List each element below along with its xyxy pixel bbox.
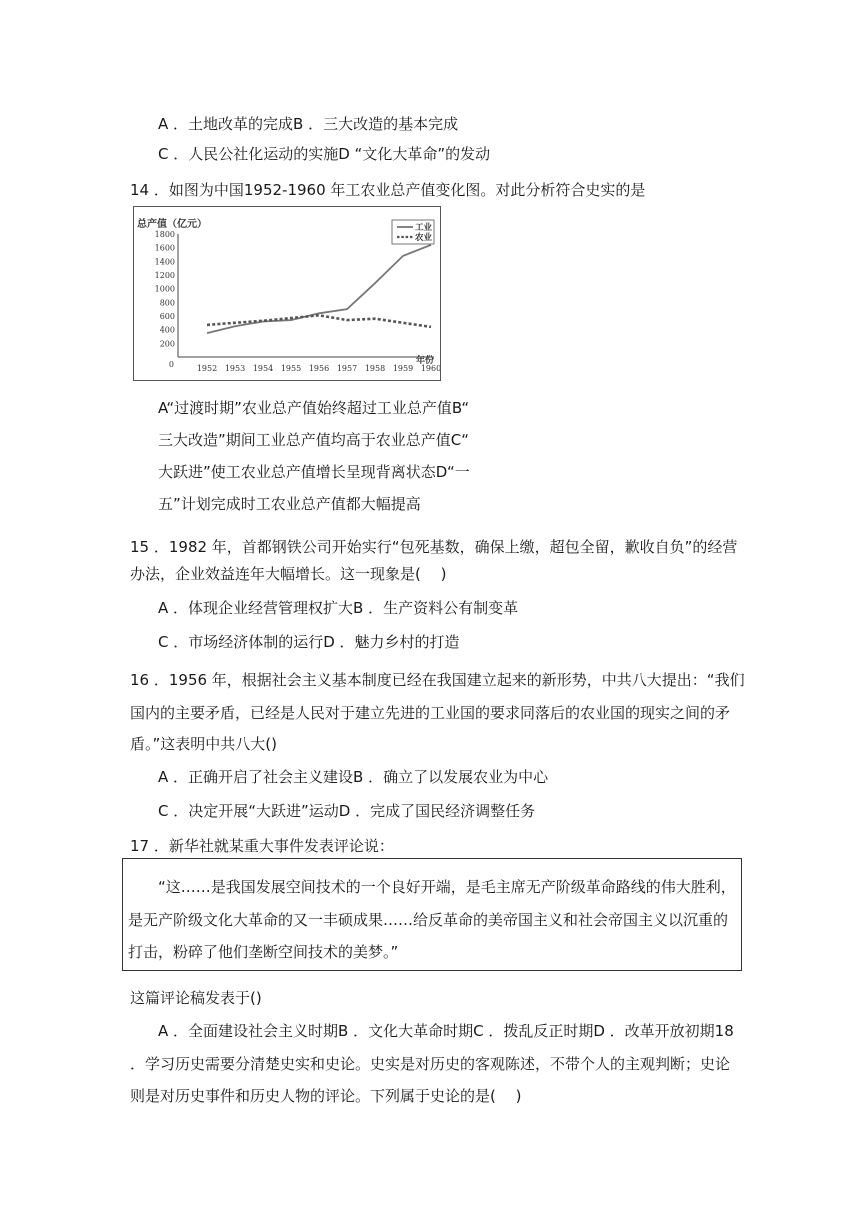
q15-stem-line2: 办法，企业效益连年大幅增长。这一现象是( ) [130,565,447,583]
y-tick-label: 1000 [154,284,175,294]
y-tick-label: 1800 [154,230,175,239]
q17-options: A ．全面建设社会主义时期B ．文化大革命时期C ．拨乱反正时期D ．改革开放初期18 [158,1022,734,1040]
y-tick-label: 1600 [154,243,175,253]
q13-options-line2: C ．人民公社化运动的实施D “文化大革命”的发动 [158,145,491,163]
q16-option-line1: A ．正确开启了社会主义建设B ．确立了以发展农业为中心 [158,768,549,786]
x-tick-label: 1957 [336,364,358,373]
x-tick-label: 1958 [364,364,386,373]
q14-option-line1: A“过渡时期”农业总产值始终超过工业总产值B“ [158,399,470,417]
legend [392,220,434,244]
q16-stem-line1: 16 ．1956 年，根据社会主义基本制度已经在我国建立起来的新形势，中共八大提出：“我们 [130,671,745,689]
q14-option-line2: 三大改造”期间工业总产值均高于农业总产值C“ [158,431,470,449]
y-tick-label: 400 [159,325,175,335]
y-tick-label: 800 [159,298,175,308]
q14-option-line4: 五”计划完成时工农业总产值都大幅提高 [158,495,421,513]
q18-line1: ．学习历史需要分清楚史实和史论。史实是对历史的客观陈述，不带个人的主观判断；史论 [130,1055,731,1073]
x-tick-label: 1960 [420,364,440,373]
quote-line1: “这……是我国发展空间技术的一个良好开端，是毛主席无产阶级革命路线的伟大胜利， [158,878,736,896]
q16-stem-line3: 盾。”这表明中共八大() [130,735,277,753]
x-tick-label: 1954 [252,364,274,373]
q15-option-line2: C ．市场经济体制的运行D ．魅力乡村的打造 [158,633,460,651]
legend-industry-label: 工业 [415,223,433,233]
q16-option-line2: C ．决定开展“大跃进”运动D ．完成了国民经济调整任务 [158,802,536,820]
x-axis-label: 年份 [416,356,435,366]
q18-line2: 则是对历史事件和历史人物的评论。下列属于史论的是( ) [130,1087,522,1105]
q14-option-line3: 大跃进”使工农业总产值增长呈现背离状态D“一 [158,463,470,481]
y-tick-label: 600 [159,312,175,321]
chart-frame [133,206,441,381]
q16-stem-line2: 国内的主要矛盾，已经是人民对于建立先进的工业国的要求同落后的农业国的现实之间的矛 [130,704,731,722]
x-tick-label: 1955 [280,364,302,373]
series-line-industry [207,245,431,333]
q17-stem: 17 ．新华社就某重大事件发表评论说： [130,837,394,855]
q17-question: 这篇评论稿发表于() [130,989,262,1007]
x-tick-label: 1953 [224,364,246,373]
y-tick-label: 0 [168,360,174,369]
line-chart [134,207,440,380]
q14-stem: 14 ．如图为中国1952-1960 年工农业总产值变化图。对此分析符合史实的是 [130,181,646,199]
y-tick-label: 1400 [154,257,175,267]
y-tick-label: 1200 [154,271,175,280]
x-tick-label: 1952 [196,364,218,373]
q13-options-line1: A ．土地改革的完成B ．三大改造的基本完成 [158,115,459,133]
quote-line3: 打击，粉碎了他们垄断空间技术的美梦。” [128,943,399,961]
q15-stem-line1: 15 ．1982 年，首都钢铁公司开始实行“包死基数，确保上缴，超包全留，歉收自负”的经营 [130,538,738,556]
quote-line2: 是无产阶级文化大革命的又一丰硕成果……给反革命的美帝国主义和社会帝国主义以沉重的 [128,911,729,929]
x-tick-label: 1956 [308,364,330,373]
q15-option-line1: A ．体现企业经营管理权扩大B ．生产资料公有制变革 [158,599,519,617]
y-tick-label: 200 [159,339,175,349]
y-axis-label: 总产值（亿元） [137,219,207,230]
legend-agriculture-label: 农业 [415,233,433,243]
x-tick-label: 1959 [392,364,414,373]
